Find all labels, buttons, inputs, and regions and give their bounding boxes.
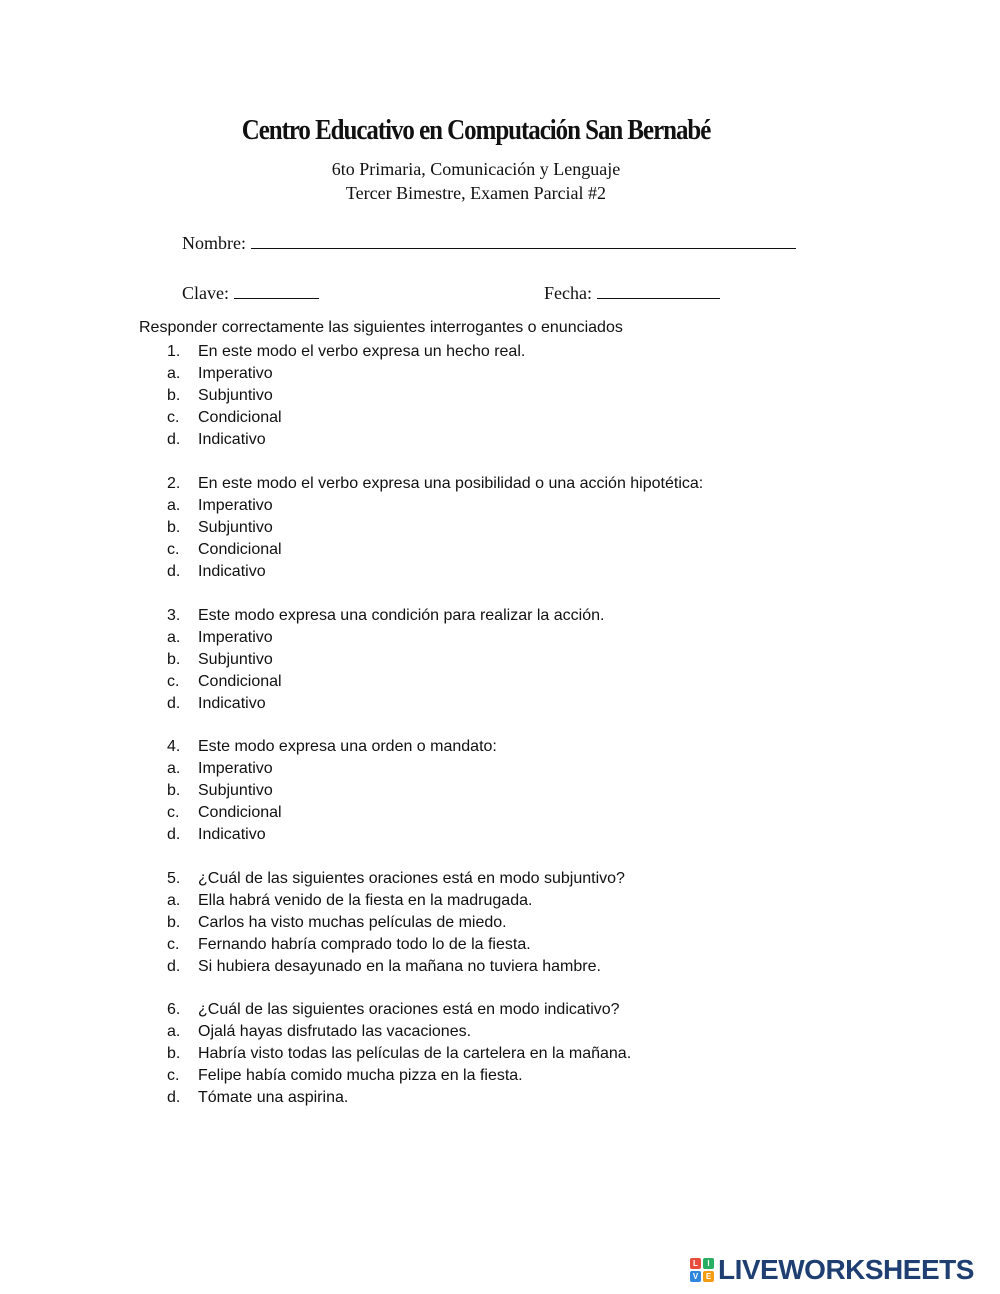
question-stem xyxy=(167,605,604,627)
option-letter: a. xyxy=(167,892,181,909)
option-text: Condicional xyxy=(198,409,282,426)
question-number: 1. xyxy=(167,343,181,360)
option-letter: c. xyxy=(167,673,180,690)
question-number: 6. xyxy=(167,1001,181,1018)
option-text: Subjuntivo xyxy=(198,519,273,536)
clave-label: Clave: xyxy=(182,283,229,303)
question-number: 5. xyxy=(167,870,181,887)
option-letter: b. xyxy=(167,914,181,931)
logo-mark-letter: E xyxy=(703,1271,714,1282)
option-text: Indicativo xyxy=(198,431,266,448)
question-stem xyxy=(167,999,631,1021)
question-2 xyxy=(167,473,703,583)
question-number: 2. xyxy=(167,475,181,492)
option-letter: b. xyxy=(167,782,181,799)
answer-option[interactable] xyxy=(167,1021,631,1043)
answer-option[interactable] xyxy=(167,407,525,429)
nombre-label: Nombre: xyxy=(182,233,246,253)
option-text: Subjuntivo xyxy=(198,387,273,404)
answer-option[interactable] xyxy=(167,802,497,824)
question-text: ¿Cuál de las siguientes oraciones está en modo subjuntivo? xyxy=(198,870,625,887)
option-text: Indicativo xyxy=(198,563,266,580)
question-stem xyxy=(167,868,625,890)
logo-mark-letter: L xyxy=(690,1258,701,1269)
logo-mark-letter: I xyxy=(703,1258,714,1269)
answer-option[interactable] xyxy=(167,649,604,671)
option-letter: c. xyxy=(167,804,180,821)
question-3 xyxy=(167,605,604,715)
option-letter: d. xyxy=(167,563,181,580)
option-letter: c. xyxy=(167,936,180,953)
question-stem xyxy=(167,473,703,495)
question-text: Este modo expresa una condición para realizar la acción. xyxy=(198,607,605,624)
logo-mark-letter: V xyxy=(690,1271,701,1282)
option-letter: d. xyxy=(167,695,181,712)
answer-option[interactable] xyxy=(167,495,703,517)
answer-option[interactable] xyxy=(167,890,625,912)
option-text: Subjuntivo xyxy=(198,651,273,668)
fecha-blank-line[interactable] xyxy=(597,297,720,299)
option-letter: d. xyxy=(167,826,181,843)
logo-text: LIVEWORKSHEETS xyxy=(718,1254,974,1285)
option-text: Condicional xyxy=(198,541,282,558)
question-stem xyxy=(167,736,497,758)
option-text: Si hubiera desayunado en la mañana no tuviera hambre. xyxy=(198,958,601,975)
option-text: Indicativo xyxy=(198,826,266,843)
answer-option[interactable] xyxy=(167,780,497,802)
option-letter: b. xyxy=(167,1045,181,1062)
option-text: Felipe había comido mucha pizza en la fiesta. xyxy=(198,1067,523,1084)
option-letter: c. xyxy=(167,409,180,426)
clave-field xyxy=(182,283,319,304)
option-letter: a. xyxy=(167,760,181,777)
option-letter: a. xyxy=(167,497,181,514)
question-4 xyxy=(167,736,497,846)
option-text: Condicional xyxy=(198,673,282,690)
question-5 xyxy=(167,868,625,978)
option-text: Carlos ha visto muchas películas de miedo. xyxy=(198,914,507,931)
answer-option[interactable] xyxy=(167,912,625,934)
answer-option[interactable] xyxy=(167,671,604,693)
answer-option[interactable] xyxy=(167,517,703,539)
option-text: Subjuntivo xyxy=(198,782,273,799)
answer-option[interactable] xyxy=(167,1043,631,1065)
option-letter: b. xyxy=(167,651,181,668)
option-letter: c. xyxy=(167,1067,180,1084)
answer-option[interactable] xyxy=(167,1087,631,1109)
question-number: 3. xyxy=(167,607,181,624)
option-letter: c. xyxy=(167,541,180,558)
clave-blank-line[interactable] xyxy=(234,297,319,299)
answer-option[interactable] xyxy=(167,539,703,561)
option-letter: d. xyxy=(167,1089,181,1106)
answer-option[interactable] xyxy=(167,934,625,956)
answer-option[interactable] xyxy=(167,1065,631,1087)
option-text: Indicativo xyxy=(198,695,266,712)
answer-option[interactable] xyxy=(167,561,703,583)
option-letter: a. xyxy=(167,629,181,646)
option-text: Habría visto todas las películas de la cartelera en la mañana. xyxy=(198,1045,632,1062)
question-text: En este modo el verbo expresa un hecho real. xyxy=(198,343,526,360)
fecha-field xyxy=(544,283,720,304)
option-text: Fernando habría comprado todo lo de la fiesta. xyxy=(198,936,531,953)
option-letter: a. xyxy=(167,365,181,382)
course-subtitle: 6to Primaria, Comunicación y Lenguaje xyxy=(331,159,621,179)
liveworksheets-logo[interactable] xyxy=(690,1254,974,1286)
nombre-blank-line[interactable] xyxy=(251,247,796,249)
question-text: ¿Cuál de las siguientes oraciones está en modo indicativo? xyxy=(198,1001,620,1018)
option-text: Ojalá hayas disfrutado las vacaciones. xyxy=(198,1023,472,1040)
answer-option[interactable] xyxy=(167,824,497,846)
option-text: Imperativo xyxy=(198,365,273,382)
question-stem xyxy=(167,341,525,363)
option-letter: d. xyxy=(167,958,181,975)
option-text: Condicional xyxy=(198,804,282,821)
option-letter: d. xyxy=(167,431,181,448)
fecha-label: Fecha: xyxy=(544,283,592,303)
option-text: Tómate una aspirina. xyxy=(198,1089,349,1106)
instructions: Responder correctamente las siguientes interrogantes o enunciados xyxy=(139,319,623,336)
answer-option[interactable] xyxy=(167,429,525,451)
question-number: 4. xyxy=(167,738,181,755)
option-letter: b. xyxy=(167,519,181,536)
answer-option[interactable] xyxy=(167,758,497,780)
question-1 xyxy=(167,341,525,451)
answer-option[interactable] xyxy=(167,956,625,978)
option-text: Imperativo xyxy=(198,760,273,777)
answer-option[interactable] xyxy=(167,363,525,385)
option-text: Imperativo xyxy=(198,497,273,514)
option-letter: a. xyxy=(167,1023,181,1040)
question-text: Este modo expresa una orden o mandato: xyxy=(198,738,497,755)
exam-subtitle: Tercer Bimestre, Examen Parcial #2 xyxy=(345,183,607,203)
logo-mark-icon xyxy=(690,1258,714,1282)
nombre-field xyxy=(182,233,796,254)
question-text: En este modo el verbo expresa una posibilidad o una acción hipotética: xyxy=(198,475,704,492)
question-6 xyxy=(167,999,631,1109)
answer-option[interactable] xyxy=(167,627,604,649)
answer-option[interactable] xyxy=(167,693,604,715)
document-title: Centro Educativo en Computación San Bernabé xyxy=(241,114,711,146)
option-letter: b. xyxy=(167,387,181,404)
option-text: Imperativo xyxy=(198,629,273,646)
option-text: Ella habrá venido de la fiesta en la madrugada. xyxy=(198,892,533,909)
answer-option[interactable] xyxy=(167,385,525,407)
